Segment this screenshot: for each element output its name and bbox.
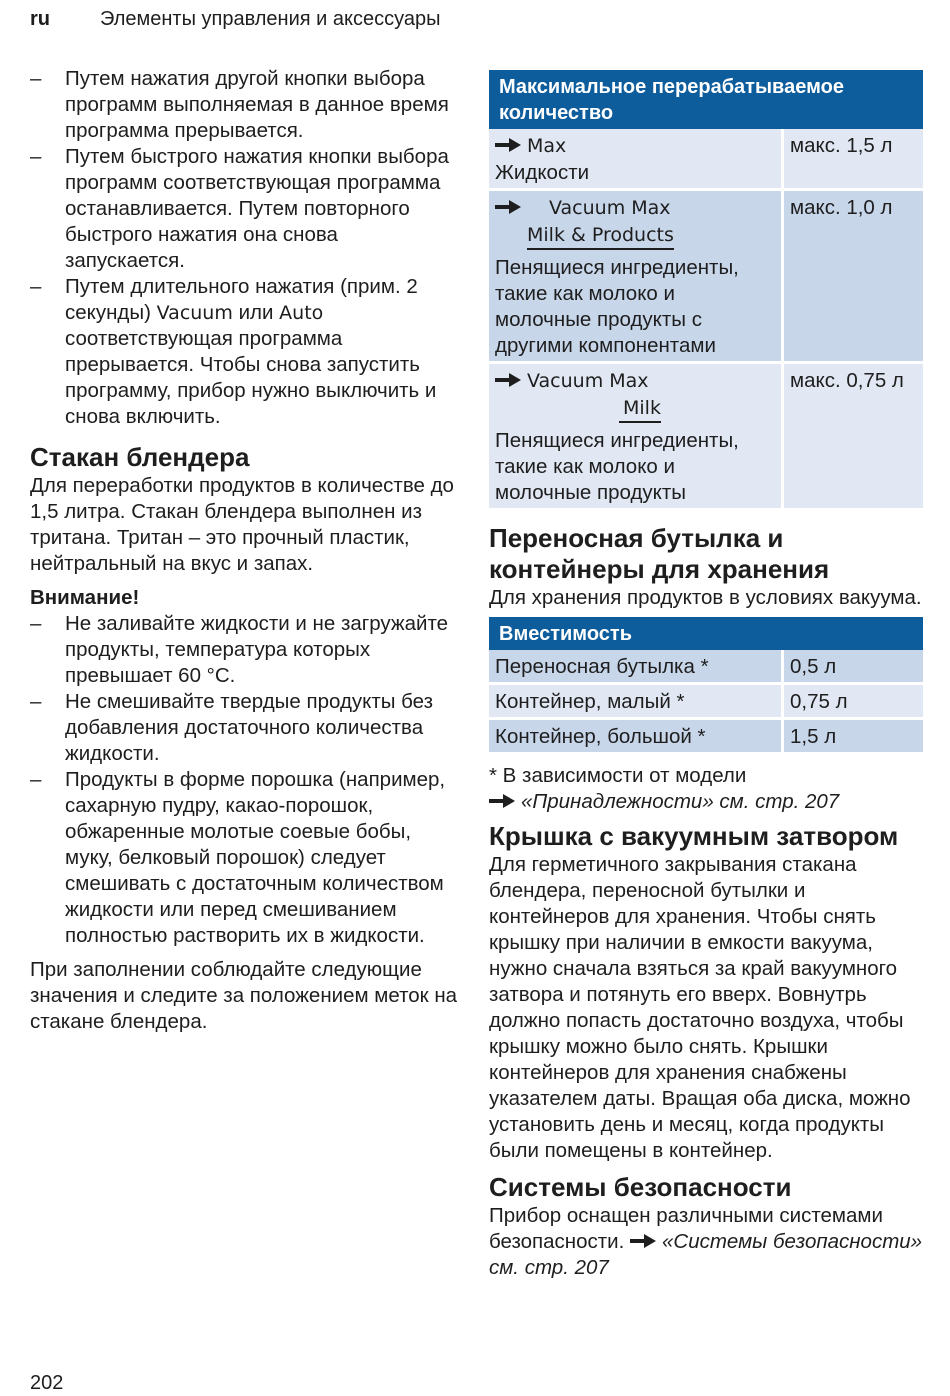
arrow-right-icon <box>495 138 521 152</box>
table-row <box>489 685 923 720</box>
list-item: – Продукты в форме порошка (например, сахарную пудру, какао-порошок, обжаренные молотые соевые бобы, муку, белковый порошок) следует смешивать с достаточным количеством жидкости или перед смешиванием полностью растворить их в жидкости. <box>30 767 462 949</box>
capacity-value: 0,75 л <box>781 685 923 720</box>
capacity-value: 1,5 л <box>781 720 923 755</box>
footnote: * В зависимости от модели <box>489 764 747 787</box>
capacity-value: 0,5 л <box>781 650 923 685</box>
fill-instructions: При заполнении соблюдайте следующие значения и следите за положением меток на стакане блендера. <box>30 958 458 1033</box>
arrow-right-icon <box>495 200 521 214</box>
table-header: Вместимость <box>489 617 923 650</box>
bottle-text: Для хранения продуктов в условиях вакуума. <box>489 586 922 609</box>
program-description: Пенящиеся ингредиенты, такие как молоко и молочные продукты <box>495 429 739 504</box>
program-description: Жидкости <box>495 161 590 184</box>
right-column <box>489 70 923 1281</box>
list-item: – Не заливайте жидкости и не загружайте продукты, температура которых превышает 60 °С. <box>30 611 462 689</box>
auto-label: Auto <box>279 302 324 324</box>
program-name <box>495 368 775 395</box>
program-name <box>495 133 775 160</box>
program-sublabel: Milk <box>495 395 775 422</box>
program-label: Max <box>527 135 567 157</box>
section-title: Элементы управления и аксессуары <box>100 8 441 30</box>
capacity-item: Переносная бутылка * <box>489 650 781 685</box>
capacity-table <box>489 617 923 755</box>
arrow-right-icon <box>495 373 521 387</box>
jug-heading: Стакан блендера <box>30 442 250 472</box>
capacity-item: Контейнер, большой * <box>489 720 781 755</box>
table-row <box>489 720 923 755</box>
arrow-right-icon <box>630 1234 656 1248</box>
lid-text: Для герметичного закрывания стакана блендера, переносной бутылки и контейнеров для хранения. Чтобы снять крышку при наличии в емкости вакуума, нужно сначала взяться за край вакуумного затвора и потянуть его вверх. Вовнутрь должно попасть достаточно воздуха, чтобы крышку можно было снять. Крышки контейнеров для хранения снабжены указателем даты. Вращая оба диска, можно установить день и месяц, когда продукты были помещены в контейнер. <box>489 853 911 1162</box>
list-item <box>30 274 462 430</box>
table-row <box>489 650 923 685</box>
program-label: Vacuum Max <box>549 197 671 219</box>
or-word: или <box>238 301 274 324</box>
capacity-item: Контейнер, малый * <box>489 685 781 720</box>
safety-sentence: Прибор оснащен различными системами безопасности. <box>489 1204 883 1253</box>
table-header: Максимальное перерабатываемое количество <box>489 70 923 129</box>
max-value: макс. 1,5 л <box>781 129 923 191</box>
program-label: Vacuum Max <box>527 370 649 392</box>
language-code: ru <box>30 8 50 30</box>
list-item: – Путем нажатия другой кнопки выбора программ выполняемая в данное время программа прерывается. <box>30 66 462 144</box>
left-column <box>30 66 462 1035</box>
max-quantity-table <box>489 70 923 511</box>
page-number: 202 <box>30 1372 64 1394</box>
accessories-link[interactable]: «Принадлежности» см. стр. 207 <box>521 790 840 813</box>
table-row <box>489 191 923 364</box>
table-row <box>489 364 923 511</box>
safety-heading: Системы безопасности <box>489 1172 792 1202</box>
table-row <box>489 129 923 191</box>
lid-heading: Крышка с вакуумным затвором <box>489 821 899 851</box>
program-name <box>495 195 775 222</box>
list-item: – Не смешивайте твердые продукты без добавления достаточного количества жидкости. <box>30 689 462 767</box>
vacuum-label: Vacuum <box>156 302 233 324</box>
attention-label: Внимание! <box>30 586 140 609</box>
arrow-right-icon <box>489 794 515 808</box>
max-value: макс. 1,0 л <box>781 191 923 364</box>
accessories-reference <box>489 789 923 815</box>
long-press-before: Путем длительного нажатия (прим. 2 секунды) <box>65 275 418 324</box>
program-description: Пенящиеся ингредиенты, такие как молоко и молочные продукты с другими компонентами <box>495 256 739 357</box>
bottle-heading: Переносная бутылка и контейнеры для хранения <box>489 523 830 584</box>
max-value: макс. 0,75 л <box>781 364 923 511</box>
program-interrupt-list <box>30 66 462 430</box>
list-item: – Путем быстрого нажатия кнопки выбора программ соответствующая программа останавливается. Путем повторного быстрого нажатия она снова запускается. <box>30 144 462 274</box>
safety-link[interactable]: «Системы безопасности» см. стр. 207 <box>489 1230 923 1279</box>
program-sublabel: Milk & Products <box>495 222 775 249</box>
warning-list <box>30 611 462 949</box>
long-press-after: соответствующая программа прерывается. Чтобы снова запустить программу, прибор нужно выключить и снова включить. <box>65 327 437 428</box>
safety-text <box>489 1203 923 1281</box>
jug-text: Для переработки продуктов в количестве до 1,5 литра. Стакан блендера выполнен из тритана. Тритан – это прочный пластик, нейтральный на вкус и запах. <box>30 474 454 575</box>
